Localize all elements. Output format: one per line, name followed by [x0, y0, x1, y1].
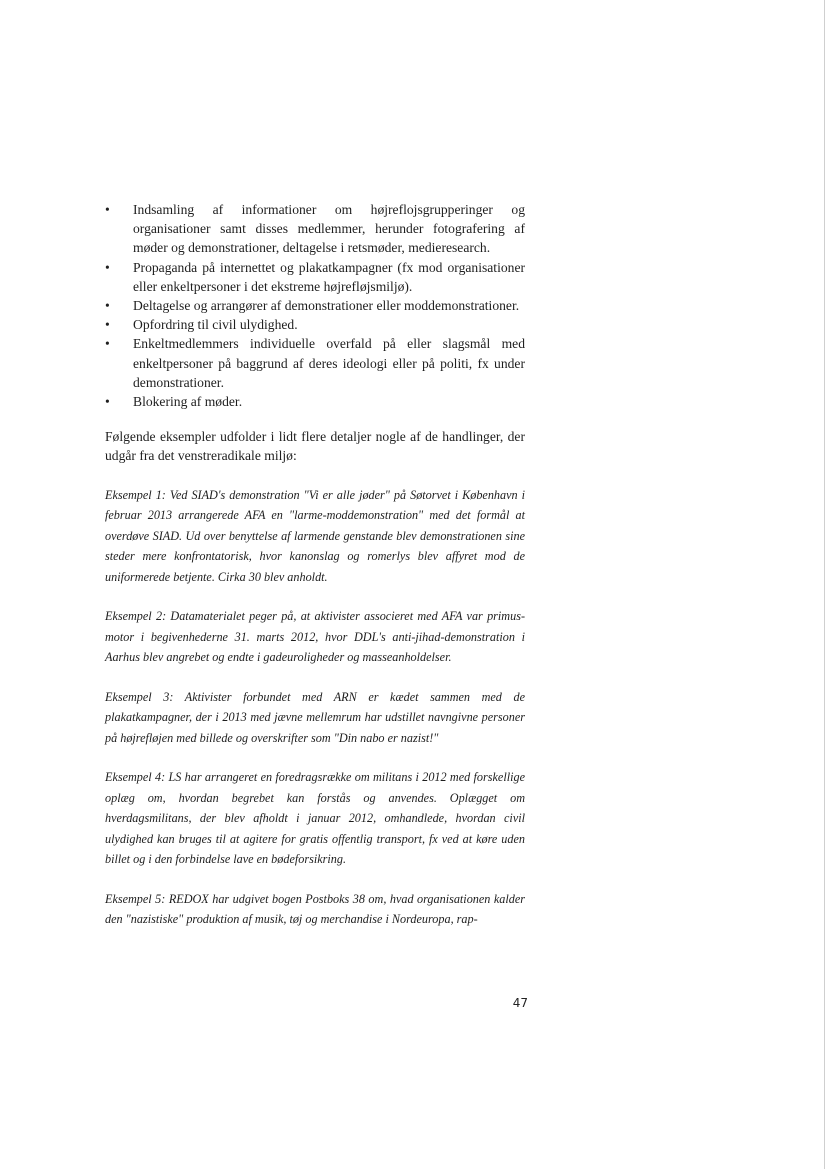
- bullet-item: [105, 392, 525, 411]
- bullet-icon: •: [105, 259, 110, 275]
- bullet-icon: •: [105, 202, 110, 217]
- bullet-text: Indsamling af informationer om højreflojsgrupperinger og organisationer samt disses medlemmer, herunder fotografering af møder og demonstrationer, deltagelse i retsmøder, medieresearch.: [133, 202, 525, 256]
- bullet-text: Propaganda på internettet og plakatkampagner (fx mod organisationer eller enkeltpersoner i det ekstreme højrefløjsmiljø).: [133, 259, 525, 294]
- bullet-list: [105, 200, 525, 411]
- bullet-text: Deltagelse og arrangører af demonstrationer eller moddemonstrationer.: [133, 298, 520, 314]
- bullet-item: [105, 296, 525, 315]
- bullet-text: Enkeltmedlemmers individuelle overfald på eller slagsmål med enkeltpersoner på baggrund af deres ideologi eller på politi, fx under demonstrationer.: [133, 336, 525, 390]
- intro-paragraph: Følgende eksempler udfolder i lidt flere detaljer nogle af de handlinger, der udgår fra det venstreradikale miljø:: [105, 429, 525, 464]
- page-body: [105, 200, 525, 942]
- example-paragraph-4: Eksempel 4: LS har arrangeret en foredragsrække om militans i 2012 med forskellige oplæg om, hvordan begrebet kan forstås og anvendes. Oplægget om hverdagsmilitans, der blev afholdt i januar 2012, omhandlede, hvordan civil ulydighed kan bruges til at agitere for gratis offentlig transport, fx ved at køre uden billet og i den forbindelse lave en bødeforsikring.: [105, 770, 525, 867]
- page-number: 47: [512, 996, 528, 1010]
- bullet-text: Opfordring til civil ulydighed.: [133, 317, 298, 333]
- example-paragraph-5: Eksempel 5: REDOX har udgivet bogen Postboks 38 om, hvad organisationen kalder den "nazistiske" produktion af musik, tøj og merchandise i Nordeuropa, rap-: [105, 891, 525, 927]
- bullet-icon: •: [105, 298, 110, 314]
- bullet-icon: •: [105, 336, 110, 352]
- bullet-item: [105, 258, 525, 296]
- page-edge-line: [824, 0, 825, 1169]
- example-paragraph-1: Eksempel 1: Ved SIAD's demonstration "Vi er alle jøder" på Søtorvet i København i februar 2013 arrangerede AFA en "larme-moddemonstration" med det formål at overdøve SIAD. Ud over benyttelse af larmende genstande blev demonstrationen sine steder mere konfrontatorisk, hvor kanonslag og romerlys blev affyret mod de uniformerede betjente. Cirka 30 blev anholdt.: [105, 487, 525, 584]
- bullet-text: Blokering af møder.: [133, 394, 243, 410]
- bullet-icon: •: [105, 317, 110, 333]
- example-paragraph-2: Eksempel 2: Datamaterialet peger på, at aktivister associeret med AFA var primus-motor i begivenhederne 31. marts 2012, hvor DDL's anti-jihad-demonstration i Aarhus blev angrebet og endte i gadeuroligheder og masseanholdelser.: [105, 609, 525, 665]
- bullet-item: [105, 200, 525, 258]
- bullet-item: [105, 315, 525, 334]
- bullet-item: [105, 334, 525, 392]
- example-paragraph-3: Eksempel 3: Aktivister forbundet med ARN er kædet sammen med de plakatkampagner, der i 2013 med jævne mellemrum har udstillet navngivne personer på højrefløjen med billede og overskrifter som "Din nabo er nazist!": [105, 689, 525, 745]
- bullet-icon: •: [105, 394, 110, 410]
